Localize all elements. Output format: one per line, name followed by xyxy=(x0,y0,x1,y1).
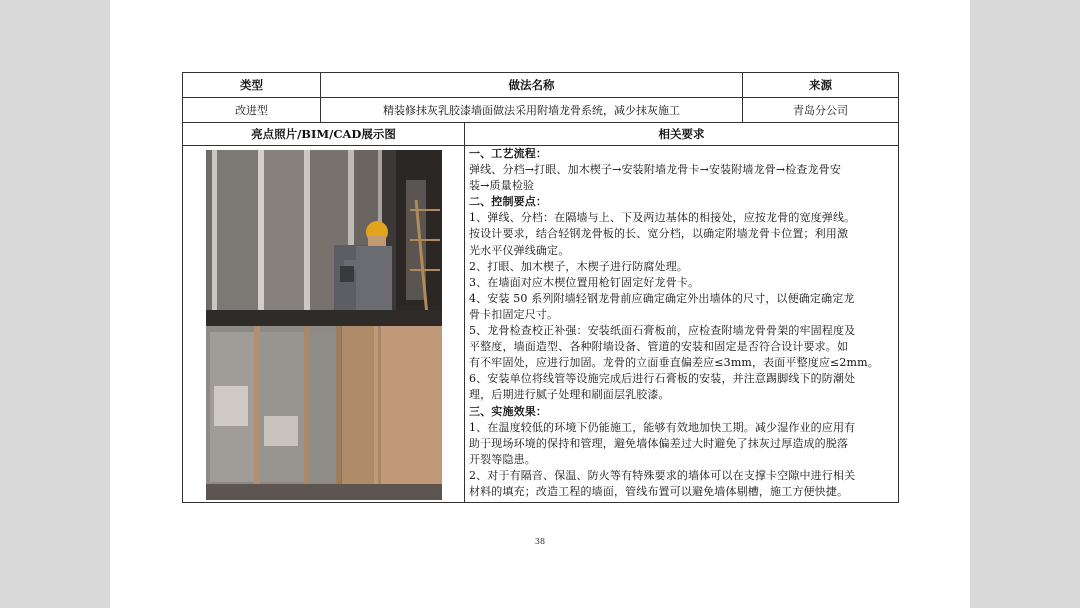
section-header-row xyxy=(183,123,899,146)
document-page xyxy=(110,0,970,608)
stud-wall-photo xyxy=(206,326,442,500)
practice-table xyxy=(182,72,899,503)
requirement-line: 开裂等隐患。 xyxy=(469,452,536,466)
requirements-section-header: 相关要求 xyxy=(465,123,899,146)
name-value: 精装修抹灰乳胶漆墙面做法采用附墙龙骨系统，减少抹灰施工 xyxy=(321,98,743,123)
requirement-line: 助于现场环境的保持和管理，避免墙体偏差过大时避免了抹灰过厚造成的脱落 xyxy=(469,436,849,450)
source-value: 青岛分公司 xyxy=(743,98,899,123)
info-row xyxy=(183,98,899,123)
page-number: 38 xyxy=(534,537,546,546)
photo-cell xyxy=(183,146,465,503)
requirement-line: 1、在温度较低的环境下仍能施工，能够有效地加快工期。减少湿作业的应用有 xyxy=(469,420,856,434)
requirement-line: 理，后期进行腻子处理和刷面层乳胶漆。 xyxy=(469,388,670,402)
requirements-cell xyxy=(465,146,899,503)
requirement-line: 光水平仪弹线确定。 xyxy=(469,243,570,257)
requirement-line: 骨卡扣固定尺寸。 xyxy=(469,307,559,321)
requirement-heading: 一、工艺流程： xyxy=(469,147,548,160)
requirements-list xyxy=(469,146,894,500)
type-header: 类型 xyxy=(183,73,321,98)
construction-worker-photo xyxy=(206,150,442,326)
name-header: 做法名称 xyxy=(321,73,743,98)
content-row xyxy=(183,146,899,503)
requirement-line: 6、安装单位将线管等设施完成后进行石膏板的安装，并注意踢脚线下的防潮处 xyxy=(469,372,856,386)
photo-section-header: 亮点照片/BIM/CAD展示图 xyxy=(183,123,465,146)
photo-stack xyxy=(206,150,442,500)
requirement-line: 1、弹线、分档：在隔墙与上、下及两边基体的相接处，应按龙骨的宽度弹线。 xyxy=(469,211,856,225)
requirement-line: 3、在墙面对应木楔位置用枪钉固定好龙骨卡。 xyxy=(469,275,700,289)
requirement-line: 5、龙骨检查校正补强：安装纸面石膏板前，应检查附墙龙骨骨架的牢固程度及 xyxy=(469,324,856,338)
source-header: 来源 xyxy=(743,73,899,98)
requirement-line: 材料的填充；改造工程的墙面，管线布置可以避免墙体剔槽，施工方便快捷。 xyxy=(469,484,849,498)
requirement-line: 平整度，墙面造型、各种附墙设备、管道的安装和固定是否符合设计要求。如 xyxy=(469,340,849,354)
requirement-line: 4、安装 50 系列附墙轻钢龙骨前应确定确定外出墙体的尺寸，以便确定确定龙 xyxy=(469,291,855,305)
requirement-line: 装→质量检验 xyxy=(469,179,535,193)
type-value: 改进型 xyxy=(183,98,321,123)
requirement-line: 弹线、分档→打眼、加木楔子→安装附墙龙骨卡→安装附墙龙骨→检查龙骨安 xyxy=(469,163,841,177)
requirement-line: 按设计要求，结合轻钢龙骨板的长、宽分档，以确定附墙龙骨卡位置；利用激 xyxy=(469,227,849,241)
header-row xyxy=(183,73,899,98)
requirement-line: 有不牢固处，应进行加固。龙骨的立面垂直偏差应≤3mm，表面平整度应≤2mm。 xyxy=(469,356,879,370)
requirement-heading: 二、控制要点： xyxy=(469,195,548,209)
requirement-line: 2、打眼、加木楔子，木楔子进行防腐处理。 xyxy=(469,259,688,273)
requirement-line: 2、对于有隔音、保温、防火等有特殊要求的墙体可以在支撑卡空隙中进行相关 xyxy=(469,468,856,482)
requirement-heading: 三、实施效果： xyxy=(469,404,548,418)
